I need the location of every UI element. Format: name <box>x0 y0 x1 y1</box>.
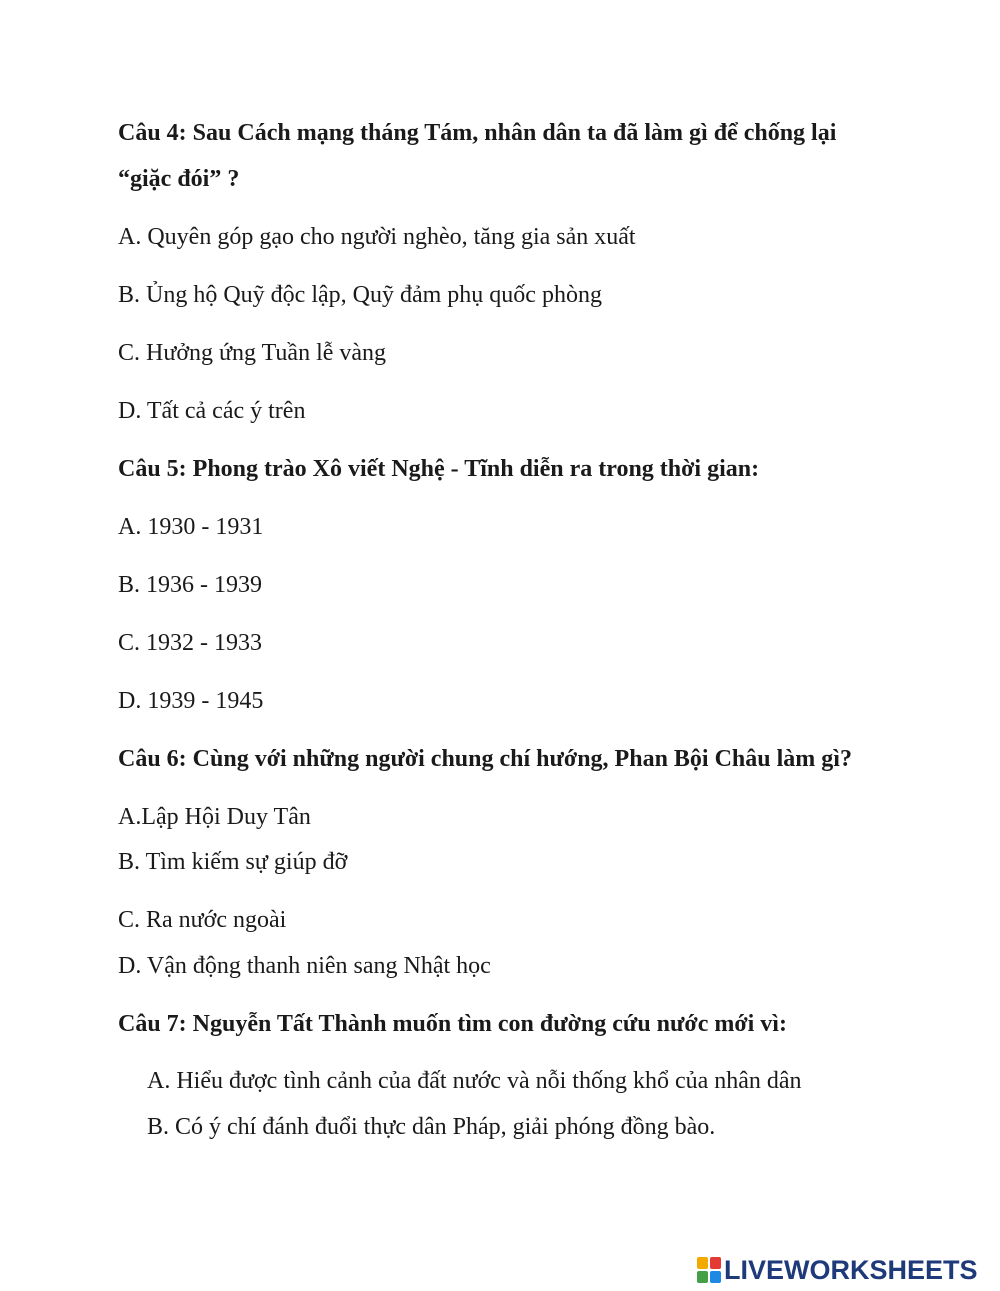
question-7-option-b: B. Có ý chí đánh đuổi thực dân Pháp, giải phóng đồng bào. <box>147 1114 716 1140</box>
question-4-title-line-1: Câu 4: Sau Cách mạng tháng Tám, nhân dân ta đã làm gì để chống lại <box>118 120 837 146</box>
question-7-option-a: A. Hiểu được tình cảnh của đất nước và nỗi thống khổ của nhân dân <box>147 1068 802 1094</box>
question-5-option-a: A. 1930 - 1931 <box>118 514 264 540</box>
question-5-title: Câu 5: Phong trào Xô viết Nghệ - Tĩnh diễn ra trong thời gian: <box>118 456 760 482</box>
question-7-title: Câu 7: Nguyễn Tất Thành muốn tìm con đường cứu nước mới vì: <box>118 1011 787 1037</box>
question-4-option-c: C. Hưởng ứng Tuần lễ vàng <box>118 340 387 366</box>
question-4-option-a: A. Quyên góp gạo cho người nghèo, tăng gia sản xuất <box>118 224 636 250</box>
question-6-option-a: A.Lập Hội Duy Tân <box>118 804 311 830</box>
question-4-option-d: D. Tất cả các ý trên <box>118 398 306 424</box>
question-5-option-d: D. 1939 - 1945 <box>118 688 264 714</box>
question-6-option-d: D. Vận động thanh niên sang Nhật học <box>118 953 491 979</box>
question-6-option-b: B. Tìm kiếm sự giúp đỡ <box>118 849 348 875</box>
liveworksheets-logo-icon <box>697 1257 721 1283</box>
question-5-option-b: B. 1936 - 1939 <box>118 572 262 598</box>
liveworksheets-watermark <box>697 1255 978 1285</box>
question-6-title: Câu 6: Cùng với những người chung chí hướng, Phan Bội Châu làm gì? <box>118 746 852 772</box>
question-6-option-c: C. Ra nước ngoài <box>118 907 287 933</box>
question-4-option-b: B. Ủng hộ Quỹ độc lập, Quỹ đảm phụ quốc phòng <box>118 282 602 308</box>
question-5-option-c: C. 1932 - 1933 <box>118 630 262 656</box>
question-4-title-line-2: “giặc đói” ? <box>118 166 240 192</box>
watermark-text: LIVEWORKSHEETS <box>724 1254 978 1285</box>
